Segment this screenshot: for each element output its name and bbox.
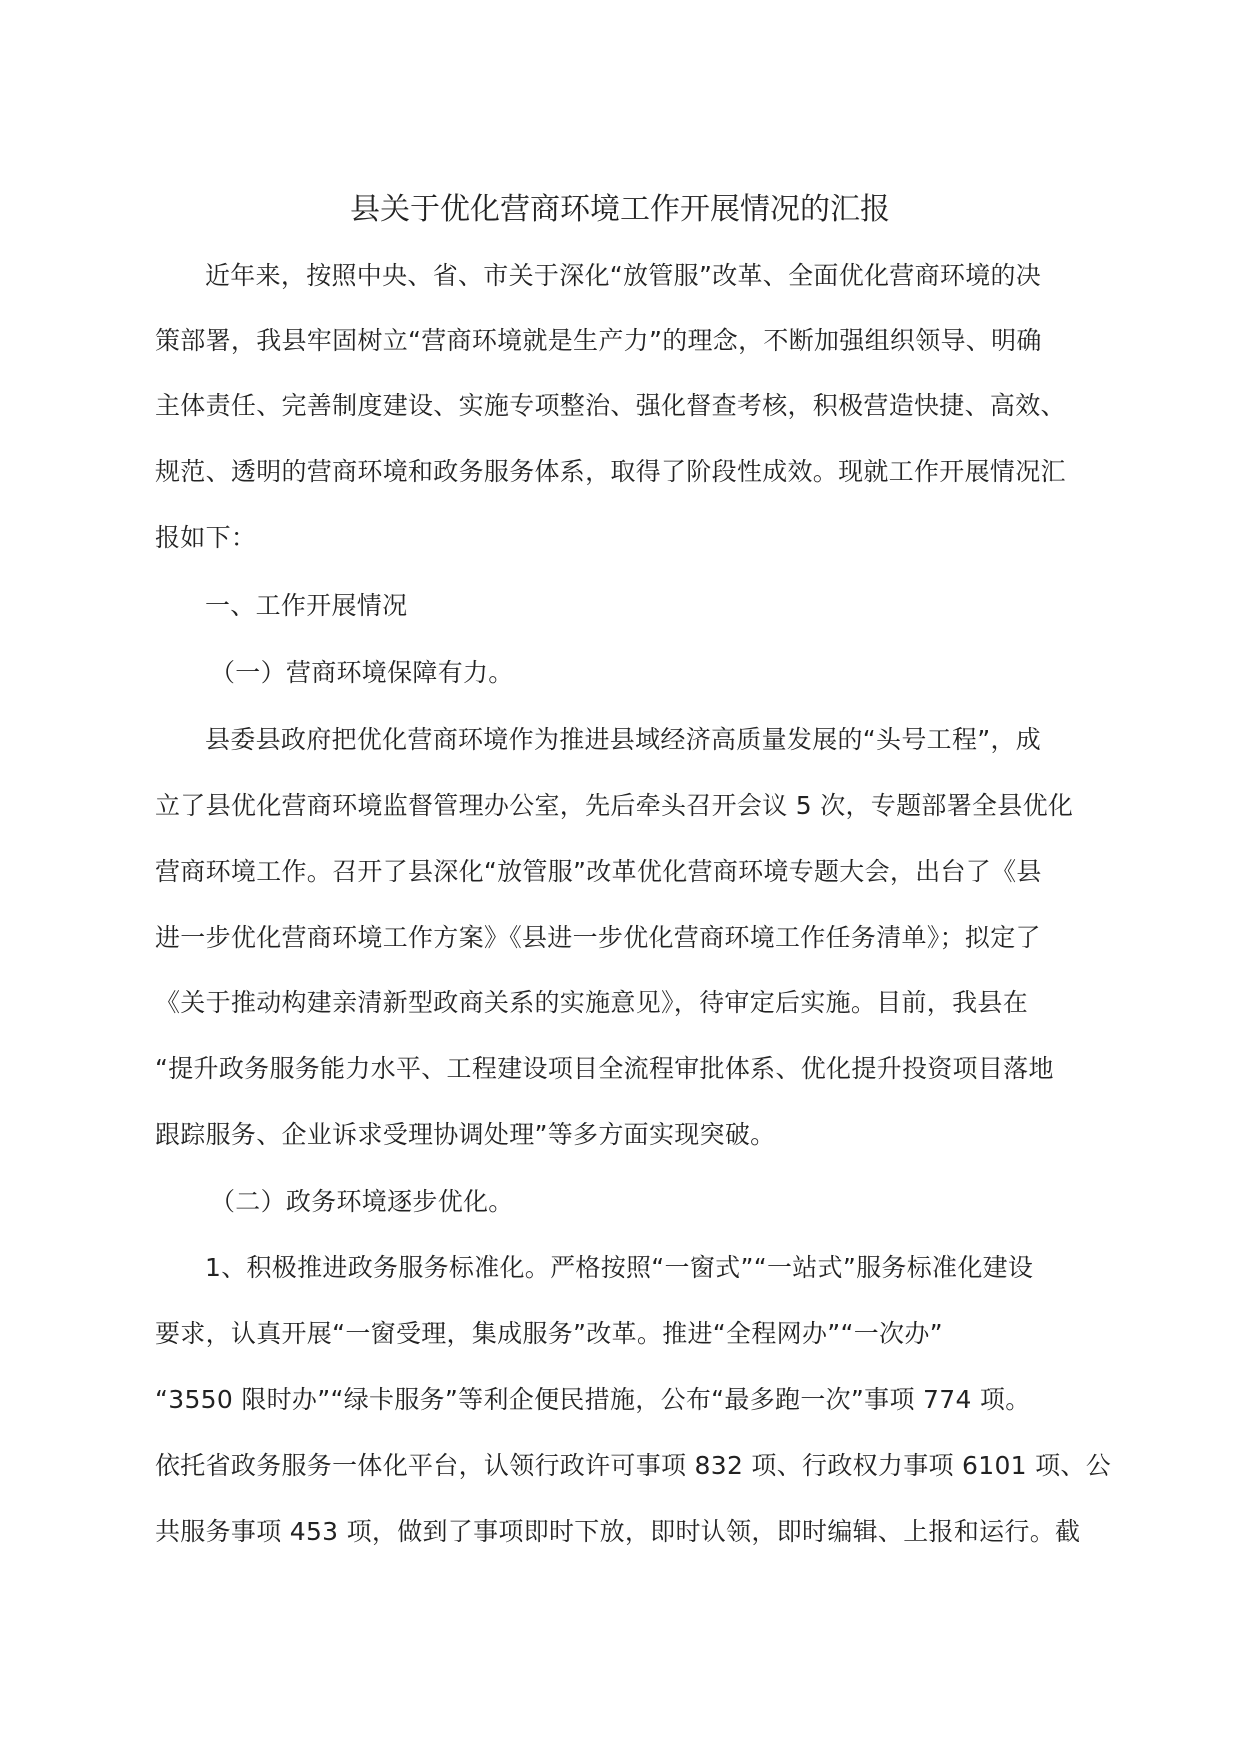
paragraph-line: 营商环境工作。召开了县深化“放管服”改革优化营商环境专题大会，出台了《县 [155,857,1042,886]
section-heading: 一、工作开展情况 [205,591,408,620]
paragraph-line: 进一步优化营商环境工作方案》《县进一步优化营商环境工作任务清单》；拟定了 [155,923,1041,952]
subsection-heading: （一）营商环境保障有力。 [210,658,514,687]
paragraph-line: 共服务事项 453 项，做到了事项即时下放，即时认领，即时编辑、上报和运行。截 [155,1517,1081,1546]
paragraph-line: 依托省政务服务一体化平台，认领行政许可事项 832 项、行政权力事项 6101 项、公 [155,1451,1112,1480]
paragraph-line: 《关于推动构建亲清新型政商关系的实施意见》，待审定后实施。目前，我县在 [155,988,1029,1017]
paragraph-line: 主体责任、完善制度建设、实施专项整治、强化督查考核，积极营造快捷、高效、 [155,391,1066,420]
paragraph-line: 立了县优化营商环境监督管理办公室，先后牵头召开会议 5 次，专题部署全县优化 [155,791,1074,820]
paragraph-line: 规范、透明的营商环境和政务服务体系，取得了阶段性成效。现就工作开展情况汇 [155,457,1066,486]
paragraph-line: 跟踪服务、企业诉求受理协调处理”等多方面实现突破。 [155,1120,776,1149]
document-title: 县关于优化营商环境工作开展情况的汇报 [350,192,890,227]
paragraph-line: 近年来，按照中央、省、市关于深化“放管服”改革、全面优化营商环境的决 [205,261,1042,290]
paragraph-line: 报如下： [155,523,257,552]
paragraph-line: 要求，认真开展“一窗受理，集成服务”改革。推进“全程网办”“一次办” [155,1319,943,1348]
paragraph-line: “3550 限时办”“绿卡服务”等利企便民措施，公布“最多跑一次”事项 774 项。 [155,1385,1031,1414]
paragraph-line: 策部署，我县牢固树立“营商环境就是生产力”的理念，不断加强组织领导、明确 [155,326,1042,355]
paragraph-line: 县委县政府把优化营商环境作为推进县域经济高质量发展的“头号工程”，成 [205,725,1042,754]
subsection-heading: （二）政务环境逐步优化。 [210,1187,514,1216]
paragraph-line: 1、积极推进政务服务标准化。严格按照“一窗式”“一站式”服务标准化建设 [205,1253,1034,1282]
paragraph-line: “提升政务服务能力水平、工程建设项目全流程审批体系、优化提升投资项目落地 [155,1054,1054,1083]
